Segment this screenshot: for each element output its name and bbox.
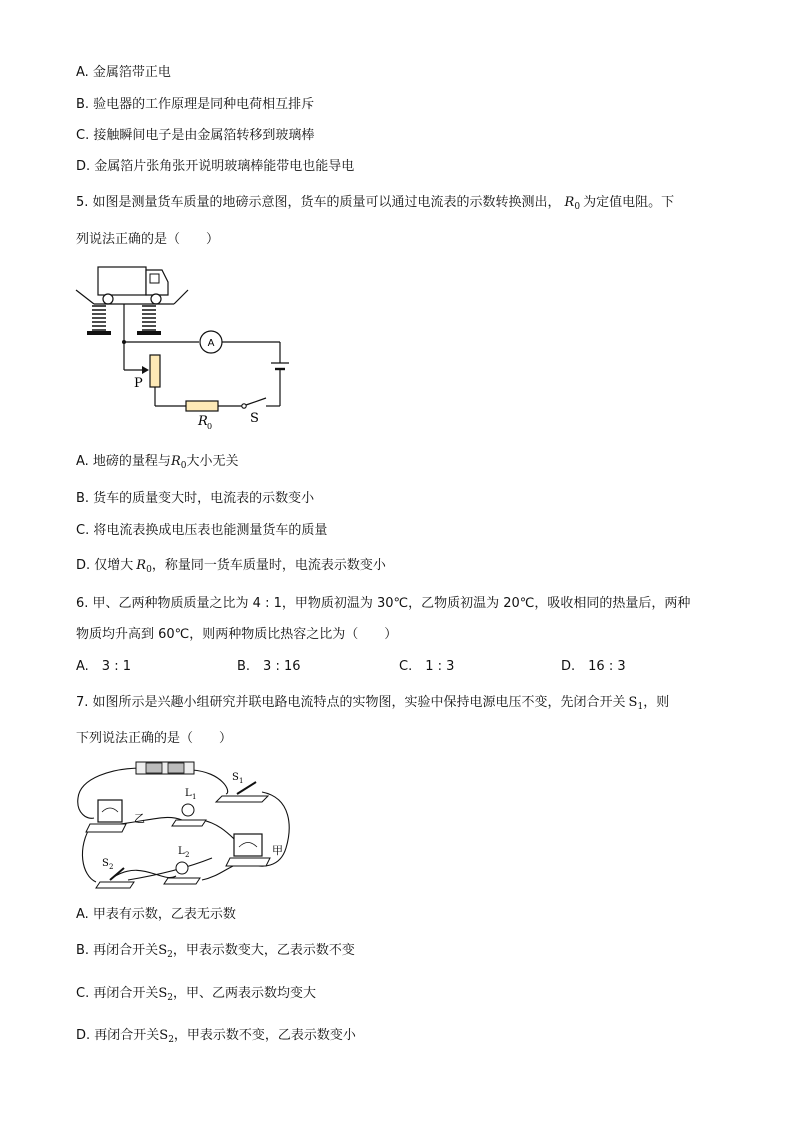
q5-option-c: C. 将电流表换成电压表也能测量货车的质量 xyxy=(76,523,328,538)
q7-option-d-text-1: D. 再闭合开关 xyxy=(76,1028,160,1043)
q7-option-c-s: S xyxy=(158,986,168,1001)
s1-sub-label: 1 xyxy=(239,777,244,785)
q5-option-d-r-sub: 0 xyxy=(146,565,152,575)
q5-option-d-r: R xyxy=(136,558,147,573)
q7-option-b-s: S xyxy=(158,943,168,958)
fixed-resistor-icon xyxy=(186,401,218,411)
q7-option-c-s2 xyxy=(158,986,173,1001)
q7-stem-text-a: 7. 如图所示是兴趣小组研究并联电路电流特点的实物图，实验中保持电源电压不变，先闭合开关 xyxy=(76,695,626,710)
slider-label: P xyxy=(134,376,143,391)
q7-option-b-text-2: ，甲表示数变大，乙表示数不变 xyxy=(172,943,355,958)
q5-option-a-r-sub: 0 xyxy=(180,461,187,471)
l1-sub-label: 1 xyxy=(192,793,197,801)
l1-label: L xyxy=(185,788,192,799)
q7-option-c-text-2: ，甲、乙两表示数均变大 xyxy=(172,986,316,1001)
q5-option-d-text-2: ，称量同一货车质量时，电流表示数变小 xyxy=(151,558,386,573)
s2-label: S xyxy=(102,858,109,869)
q5-option-a-r0 xyxy=(171,454,187,469)
s2-switch-icon xyxy=(96,882,134,888)
battery-pack-icon xyxy=(136,762,194,774)
q7-stem-line1 xyxy=(76,694,669,716)
q7-option-b-s2 xyxy=(158,943,173,958)
q7-option-b xyxy=(76,942,355,964)
switch-label: S xyxy=(250,411,259,426)
q5-option-a-text-2: 大小无关 xyxy=(186,454,239,469)
l2-label: L xyxy=(178,846,185,857)
q7-s-sub: 1 xyxy=(637,702,644,712)
q5-stem-text-a: 5. 如图是测量货车质量的地磅示意图，货车的质量可以通过电流表的示数转换测出， xyxy=(76,195,561,210)
q7-option-c-s-sub: 2 xyxy=(167,993,173,1003)
meter-yi-label: 乙 xyxy=(134,812,145,825)
q7-option-a: A. 甲表有示数，乙表无示数 xyxy=(76,907,236,922)
q7-option-d xyxy=(76,1027,356,1049)
l2-sub-label: 2 xyxy=(185,851,190,859)
q5-option-d-text-1: D. 仅增大 xyxy=(76,558,134,573)
q5-stem-text-b: 为定值电阻。下 xyxy=(583,195,675,210)
s1-switch-icon xyxy=(216,796,268,802)
q5-option-a xyxy=(76,453,238,475)
ammeter-jia-icon xyxy=(234,834,262,856)
q7-option-d-s2 xyxy=(159,1028,174,1043)
q5-stem-line2: 列说法正确的是（ ） xyxy=(76,232,220,247)
meter-jia-label: 甲 xyxy=(272,844,283,857)
q7-stem-line2: 下列说法正确的是（ ） xyxy=(76,731,233,746)
q7-option-d-s-sub: 2 xyxy=(168,1035,174,1045)
q7-s1-symbol xyxy=(629,695,644,710)
q6-option-c: C. 1 : 3 xyxy=(399,659,455,674)
q7-option-b-text-1: B. 再闭合开关 xyxy=(76,943,159,958)
switch-icon xyxy=(242,404,246,408)
q7-stem-text-b: ，则 xyxy=(643,695,670,710)
q6-stem-line2: 物质均升高到 60℃，则两种物质比热容之比为（ ） xyxy=(76,627,398,642)
q5-stem-line1 xyxy=(76,194,674,216)
q5-r-letter: R xyxy=(564,195,575,210)
q5-option-d-r0 xyxy=(136,558,152,573)
resistor-sub-label: 0 xyxy=(207,422,213,431)
q7-option-d-s: S xyxy=(159,1028,169,1043)
ammeter-label: A xyxy=(207,338,215,349)
q4-option-d: D. 金属箔片张角张开说明玻璃棒能带电也能导电 xyxy=(76,159,355,174)
q7-s-letter: S xyxy=(628,695,638,710)
q6-stem-line1: 6. 甲、乙两种物质质量之比为 4 : 1，甲物质初温为 30℃，乙物质初温为 20℃，吸收相同的热量后，两种 xyxy=(76,596,691,611)
q5-option-d xyxy=(76,557,386,579)
variable-resistor-icon xyxy=(150,355,160,387)
resistor-label: R xyxy=(198,414,208,429)
q6-option-b: B. 3 : 16 xyxy=(237,659,301,674)
q7-option-c-text-1: C. 再闭合开关 xyxy=(76,986,159,1001)
q5-option-a-text-1: A. 地磅的量程与 xyxy=(76,454,171,469)
q5-option-a-r: R xyxy=(170,454,181,469)
q7-parallel-circuit-figure xyxy=(72,758,302,898)
bulb-l1-icon xyxy=(182,804,194,816)
q4-option-b: B. 验电器的工作原理是同种电荷相互排斥 xyxy=(76,97,315,112)
s1-label: S xyxy=(232,772,239,783)
q5-weighbridge-figure xyxy=(70,262,300,432)
q4-option-a: A. 金属箔带正电 xyxy=(76,65,171,80)
q6-option-a: A. 3 : 1 xyxy=(76,659,131,674)
q4-option-c: C. 接触瞬间电子是由金属箔转移到玻璃棒 xyxy=(76,128,315,143)
q5-r0-symbol xyxy=(565,195,581,210)
q7-option-d-text-2: ，甲表示数不变，乙表示数变小 xyxy=(173,1028,356,1043)
q6-option-d: D. 16 : 3 xyxy=(561,659,626,674)
bulb-l2-icon xyxy=(176,862,188,874)
q5-option-b: B. 货车的质量变大时，电流表的示数变小 xyxy=(76,491,315,506)
q7-option-c xyxy=(76,985,316,1007)
q5-r-sub: 0 xyxy=(574,202,581,212)
s2-sub-label: 2 xyxy=(109,863,114,871)
ammeter-yi-icon xyxy=(98,800,122,822)
q7-option-b-s-sub: 2 xyxy=(167,950,173,960)
